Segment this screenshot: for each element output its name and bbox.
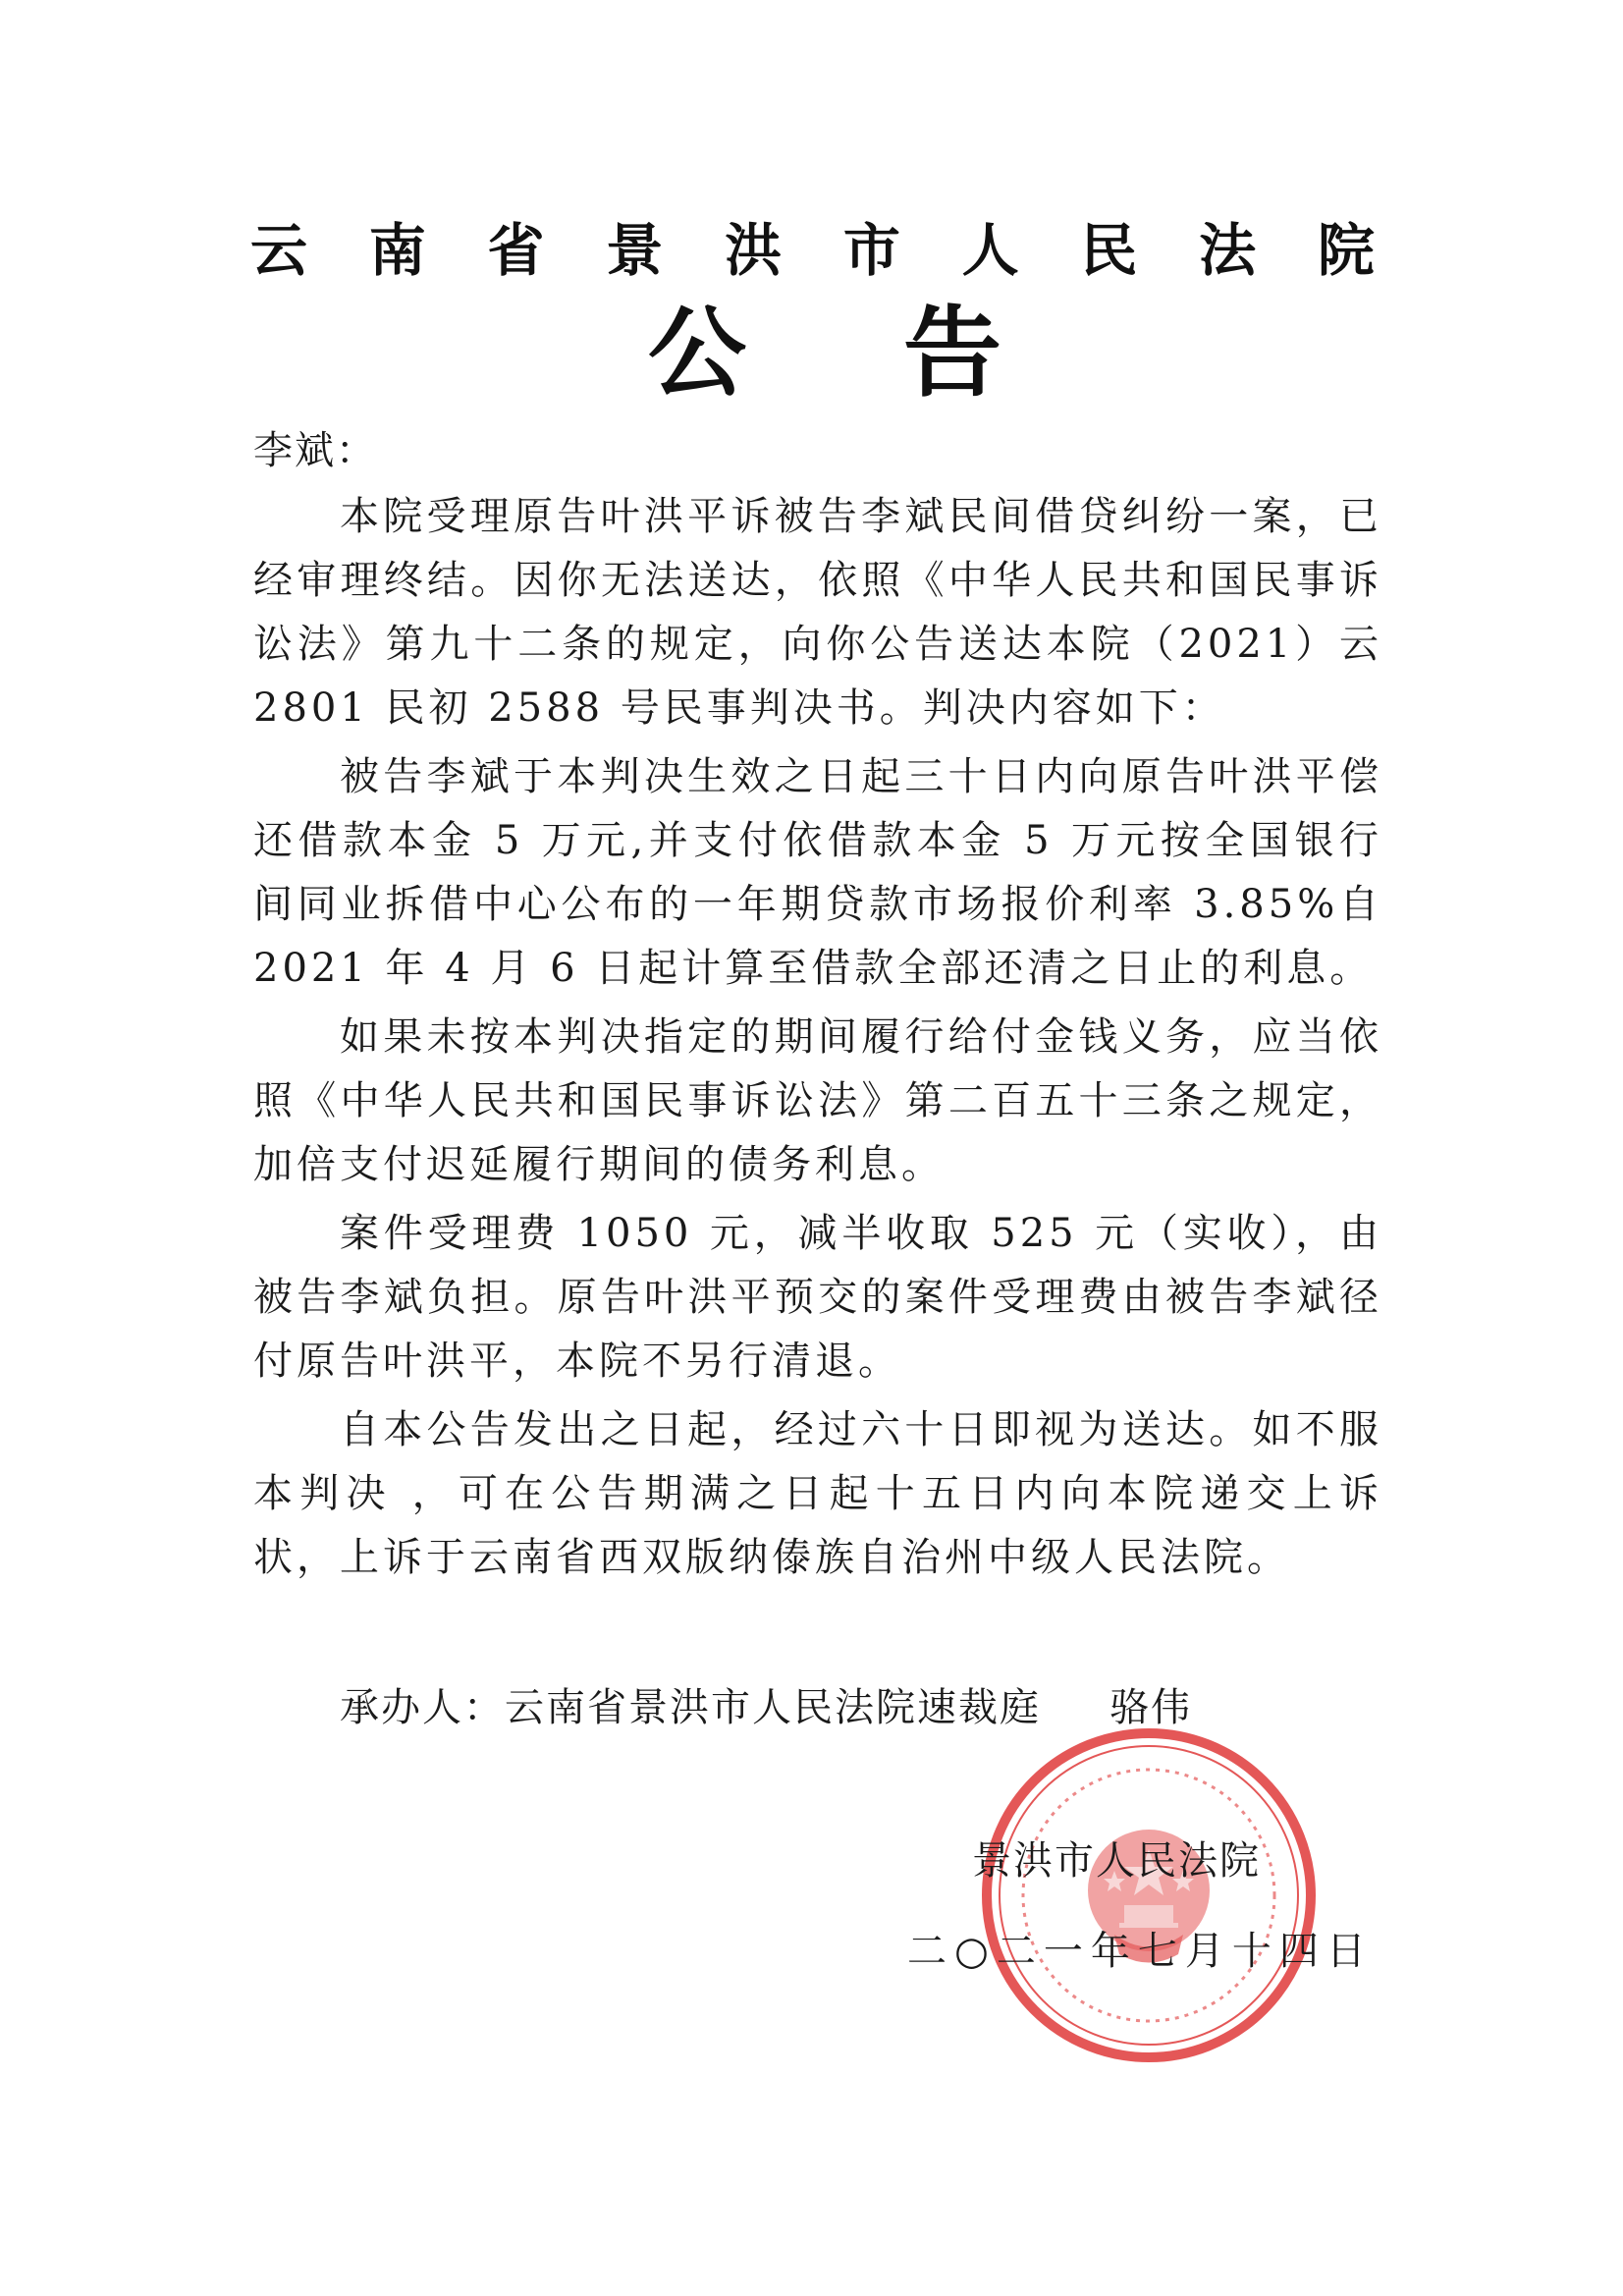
title-char: 告 bbox=[903, 296, 1001, 410]
paragraph-case-intro: 本院受理原告叶洪平诉被告李斌民间借贷纠纷一案，已经审理终结。因你无法送达，依照《中华人民共和国民事诉讼法》第九十二条的规定，向你公告送达本院（2021）云 2801 民初 2588 号民事判决书。判决内容如下： bbox=[253, 494, 1382, 731]
issue-date: 二○二一年七月十四日 bbox=[907, 1929, 1374, 1974]
court-name-char: 省 bbox=[487, 217, 545, 284]
court-seal-stamp bbox=[977, 1723, 1321, 2067]
paragraph-judgment: 被告李斌于本判决生效之日起三十日内向原告叶洪平偿还借款本金 5 万元,并支付依借款本金 5 万元按全国银行间同业拆借中心公布的一年期贷款市场报价利率 3.85%自 2021 年 4 月 6 日起计算至借款全部还清之日止的利息。 bbox=[253, 754, 1382, 991]
court-name-char: 院 bbox=[1317, 217, 1375, 284]
notice-body bbox=[253, 485, 1382, 1595]
addressee: 李斌： bbox=[253, 428, 377, 473]
title-char: 公 bbox=[648, 296, 746, 410]
court-name-char: 景 bbox=[606, 217, 664, 284]
court-name-char: 人 bbox=[961, 217, 1019, 284]
court-name-char: 民 bbox=[1080, 217, 1138, 284]
court-name-char: 云 bbox=[250, 217, 308, 284]
paragraph-court-fees: 案件受理费 1050 元，减半收取 525 元（实收），由被告李斌负担。原告叶洪平预交的案件受理费由被告李斌径付原告叶洪平，本院不另行清退。 bbox=[253, 1211, 1382, 1384]
paragraph-late-performance: 如果未按本判决指定的期间履行给付金钱义务，应当依照《中华人民共和国民事诉讼法》第二百五十三条之规定，加倍支付迟延履行期间的债务利息。 bbox=[253, 1014, 1382, 1187]
paragraph-service-appeal: 自本公告发出之日起，经过六十日即视为送达。如不服本判决 ，可在公告期满之日起十五日内向本院递交上诉状，上诉于云南省西双版纳傣族自治州中级人民法院。 bbox=[253, 1407, 1382, 1580]
issuing-court: 景洪市人民法院 bbox=[972, 1838, 1261, 1884]
court-name-char: 法 bbox=[1199, 217, 1257, 284]
court-name-char: 洪 bbox=[725, 217, 783, 284]
court-name-char: 市 bbox=[842, 217, 900, 284]
court-name-char: 南 bbox=[368, 217, 426, 284]
document-title bbox=[648, 296, 1001, 410]
court-seal bbox=[977, 1723, 1321, 2067]
handler-name: 骆伟 bbox=[1109, 1685, 1192, 1730]
handler-label: 承办人：云南省景洪市人民法院速裁庭 bbox=[340, 1685, 1041, 1730]
court-name-heading bbox=[250, 211, 1375, 290]
